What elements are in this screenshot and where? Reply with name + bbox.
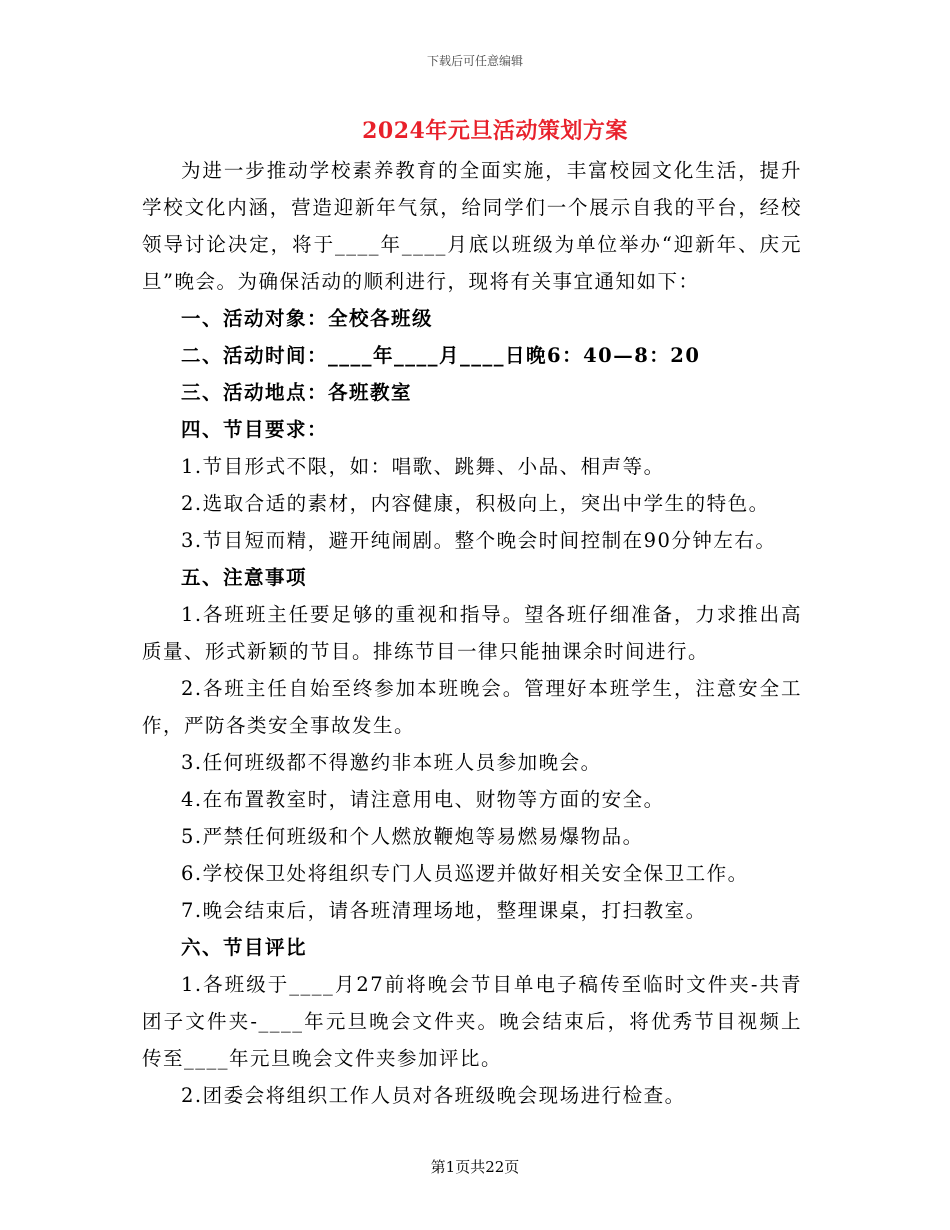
header-note: 下载后可任意编辑 <box>426 54 523 68</box>
page-number: 第1页共22页 <box>430 1158 520 1176</box>
requirement-item: 1.节目形式不限，如：唱歌、跳舞、小品、相声等。 <box>181 455 665 478</box>
document-title: 2024年元旦活动策划方案 <box>362 118 628 144</box>
notes-item: 5.严禁任何班级和个人燃放鞭炮等易燃易爆物品。 <box>181 825 644 848</box>
section-heading-notes: 五、注意事项 <box>181 566 308 589</box>
notes-item: 4.在布置教室时，请注意用电、财物等方面的安全。 <box>181 788 665 811</box>
requirement-item: 2.选取合适的素材，内容健康，积极向上，突出中学生的特色。 <box>181 492 770 515</box>
document-body <box>142 152 802 1114</box>
notes-item: 2.各班主任自始至终参加本班晚会。管理好本班学生，注意安全工作，严防各类安全事故发生。 <box>142 677 802 737</box>
intro-paragraph: 为进一步推动学校素养教育的全面实施，丰富校园文化生活，提升学校文化内涵，营造迎新年气氛，给同学们一个展示自我的平台，经校领导讨论决定，将于____年____月底以班级为单位举办“迎新年、庆元旦”晚会。为确保活动的顺利进行，现将有关事宜通知如下： <box>142 159 802 293</box>
notes-item: 1.各班班主任要足够的重视和指导。望各班仔细准备，力求推出高质量、形式新颖的节目。排练节目一律只能抽课余时间进行。 <box>142 603 802 663</box>
notes-item: 7.晚会结束后，请各班清理场地，整理课桌，打扫教室。 <box>181 899 707 922</box>
section-heading-evaluation: 六、节目评比 <box>181 936 308 959</box>
notes-item: 3.任何班级都不得邀约非本班人员参加晚会。 <box>181 751 602 774</box>
notes-item: 6.学校保卫处将组织专门人员巡逻并做好相关安全保卫工作。 <box>181 862 749 885</box>
section-heading-target: 一、活动对象：全校各班级 <box>181 307 434 330</box>
section-heading-requirements: 四、节目要求： <box>181 418 329 441</box>
evaluation-item: 1.各班级于____月27前将晚会节目单电子稿传至临时文件夹-共青团子文件夹-____年元旦晚会文件夹。晚会结束后，将优秀节目视频上传至____年元旦晚会文件夹参加评比。 <box>142 973 802 1070</box>
evaluation-item: 2.团委会将组织工作人员对各班级晚会现场进行检查。 <box>181 1084 686 1107</box>
section-heading-location: 三、活动地点：各班教室 <box>181 381 413 404</box>
section-heading-time: 二、活动时间：____年____月____日晚6：40—8：20 <box>181 344 701 367</box>
requirement-item: 3.节目短而精，避开纯闹剧。整个晚会时间控制在90分钟左右。 <box>181 529 777 552</box>
